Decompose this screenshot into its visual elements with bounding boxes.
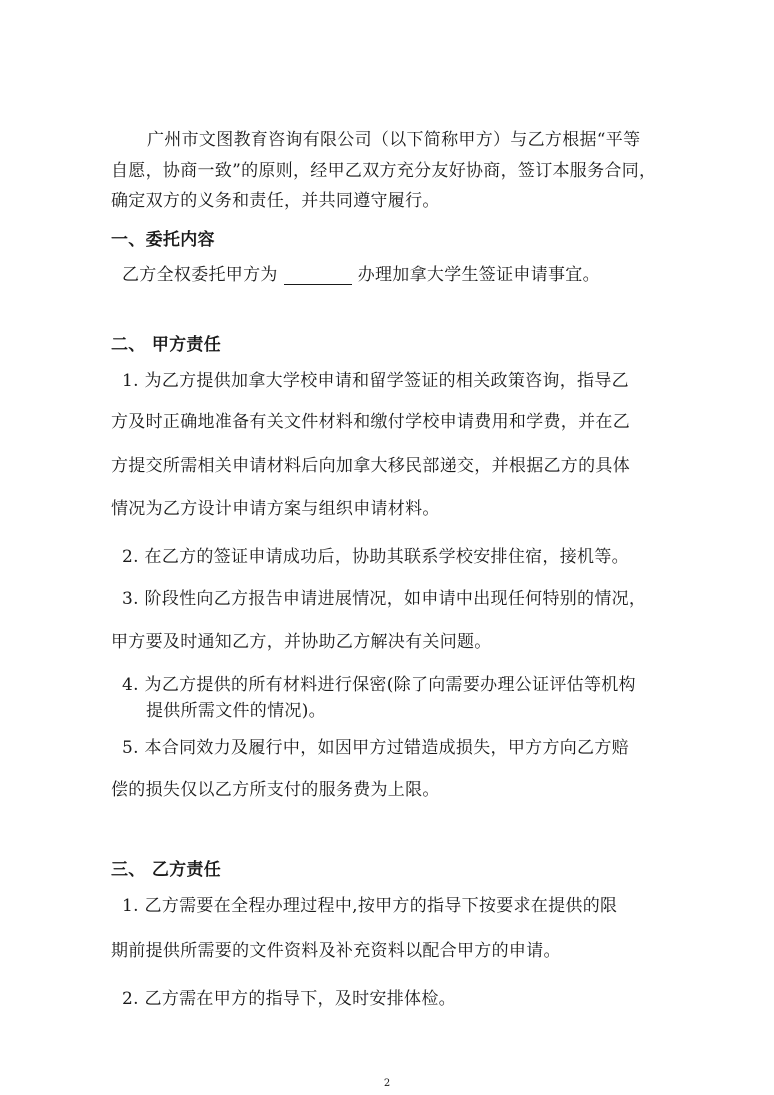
- page-number: 2: [383, 1078, 391, 1089]
- section-3-heading: 三、 乙方责任: [111, 860, 222, 880]
- section-1-text: [122, 260, 600, 285]
- section-1-heading: 一、委托内容: [111, 230, 215, 250]
- section-2-item-1-line-4: 情况为乙方设计申请方案与组织申请材料。: [111, 499, 440, 519]
- section-2-item-2-line-1: 2. 在乙方的签证申请成功后，协助其联系学校安排住宿，接机等。: [122, 547, 629, 567]
- section-2-item-1-line-1: 1. 为乙方提供加拿大学校申请和留学签证的相关政策咨询，指导乙: [122, 371, 629, 391]
- section-2-item-5-line-2: 偿的损失仅以乙方所支付的服务费为上限。: [111, 780, 440, 800]
- section-2-heading: 二、 甲方责任: [111, 335, 222, 355]
- section-2-item-4-line-1: 4. 为乙方提供的所有材料进行保密(除了向需要办理公证评估等机构: [122, 675, 636, 695]
- section-3-item-1-line-1: 1. 乙方需要在全程办理过程中,按甲方的指导下按要求在提供的限: [122, 896, 618, 916]
- intro-line-3: 确定双方的义务和责任，并共同遵守履行。: [111, 191, 440, 211]
- section-2-item-1-line-3: 方提交所需相关申请材料后向加拿大移民部递交，并根据乙方的具体: [111, 456, 630, 476]
- section-2-item-4-line-2: 提供所需文件的情况)。: [146, 701, 326, 721]
- section-2-item-3-line-2: 甲方要及时通知乙方，并协助乙方解决有关问题。: [111, 632, 492, 652]
- blank-fill-line: [284, 266, 352, 285]
- section-3-item-1-line-2: 期前提供所需要的文件资料及补充资料以配合甲方的申请。: [111, 941, 561, 961]
- section-2-item-5-line-1: 5. 本合同效力及履行中，如因甲方过错造成损失，甲方方向乙方赔: [122, 738, 629, 758]
- intro-line-2: 自愿，协商一致”的原则，经甲乙双方充分友好协商，签订本服务合同，: [111, 161, 657, 181]
- section-2-item-1-line-2: 方及时正确地准备有关文件材料和缴付学校申请费用和学费，并在乙: [111, 412, 630, 432]
- section-3-item-2-line-1: 2. 乙方需在甲方的指导下，及时安排体检。: [122, 989, 456, 1009]
- section-1-text-before: 乙方全权委托甲方为: [122, 265, 278, 285]
- section-1-text-after: 办理加拿大学生签证申请事宜。: [357, 265, 600, 285]
- intro-line-1: 广州市文图教育咨询有限公司（以下简称甲方）与乙方根据“平等: [147, 130, 641, 150]
- section-2-item-3-line-1: 3. 阶段性向乙方报告申请进展情况，如申请中出现任何特别的情况，: [122, 589, 647, 609]
